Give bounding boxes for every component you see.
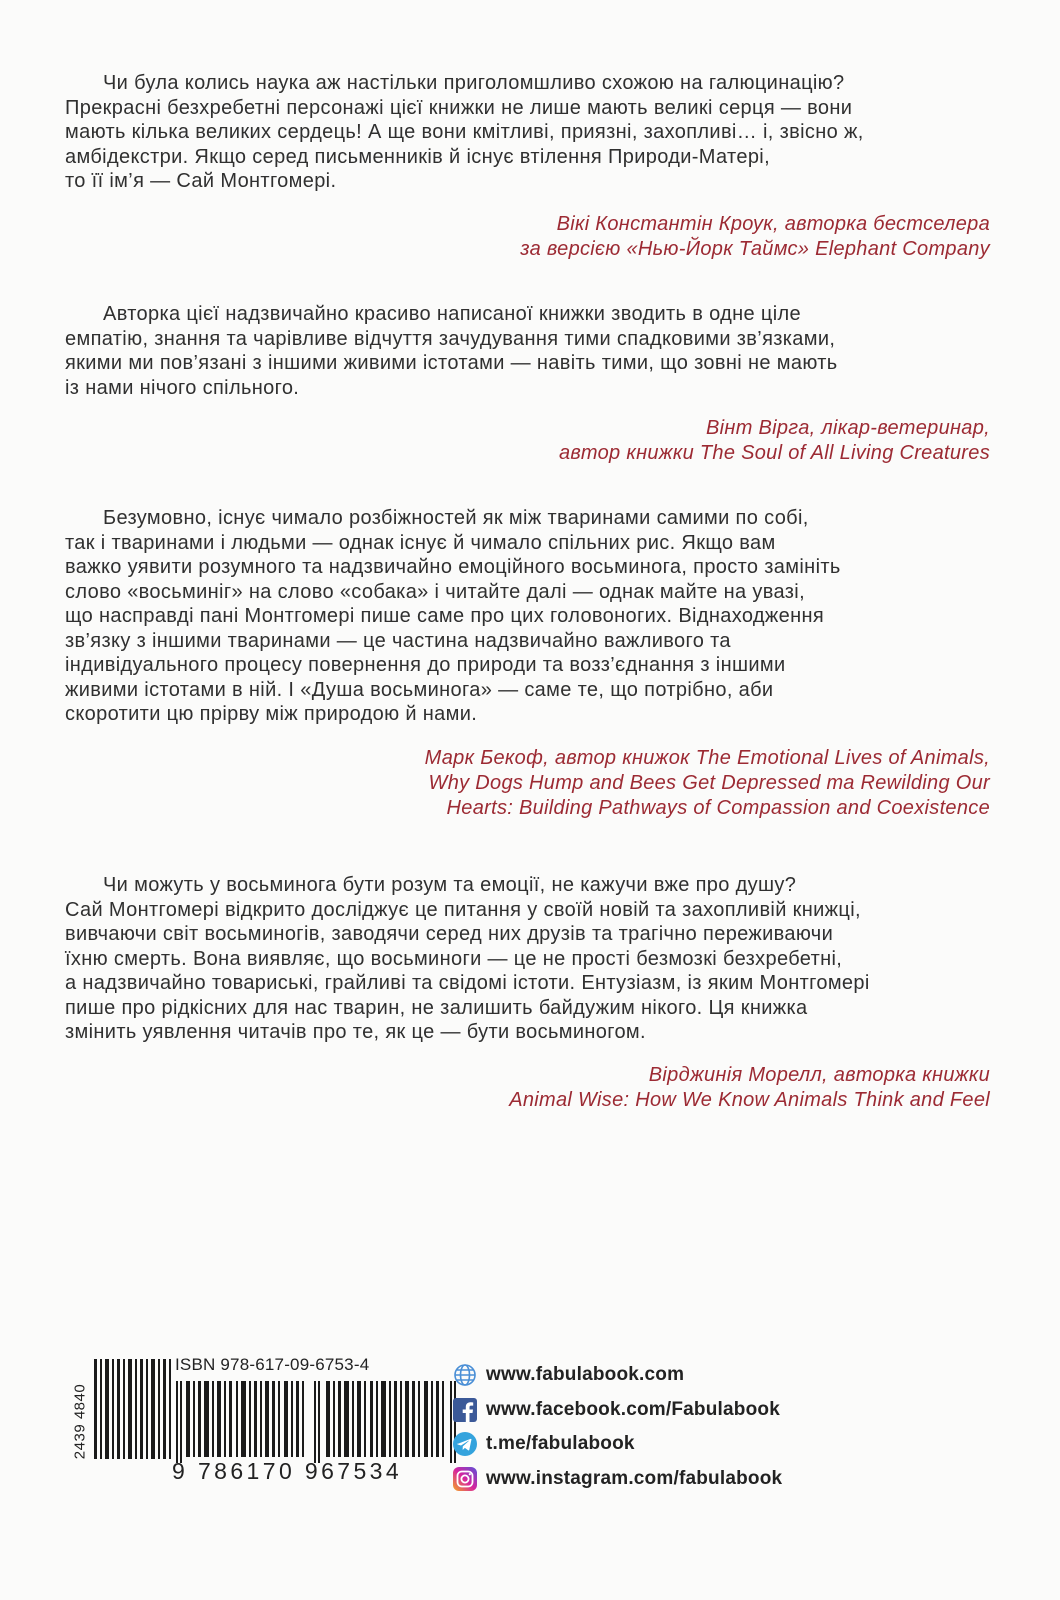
quote-line: Прекрасні безхребетні персонажі цієї книжки не лише мають великі серця — вони <box>65 96 853 119</box>
quote-line: скоротити цю прірву між природою й нами. <box>65 703 478 725</box>
quote-line: змінить уявлення читачів про те, як це — бути восьминогом. <box>65 1021 646 1043</box>
quote-line: із нами нічого спільного. <box>65 376 300 399</box>
quote-4-text <box>65 873 1005 1045</box>
contact-links <box>452 1358 782 1496</box>
link-telegram[interactable] <box>452 1427 782 1462</box>
link-instagram[interactable] <box>452 1462 782 1497</box>
quote-line: Чи можуть у восьминога бути розум та емоції, не кажучи вже про душу? <box>103 874 797 896</box>
barcode-side-digits: 2439 4840 <box>71 1383 89 1460</box>
attribution-line: за версією «Нью-Йорк Таймс» Elephant Company <box>520 238 990 260</box>
telegram-icon <box>452 1431 478 1457</box>
quote-line: що насправді пані Монтгомері пише саме про цих головоногих. Віднаходження <box>65 605 825 627</box>
quote-line: зв’язку з іншими тваринами — це частина надзвичайно важливого та <box>65 629 731 652</box>
attribution-line: автор книжки The Soul of All Living Creatures <box>558 442 990 464</box>
quote-line: вивчаючи світ восьминогів, заводячи серед них друзів та трагічно переживаючи <box>65 923 834 945</box>
attribution-line: Вірджинія Морелл, авторка книжки <box>648 1064 990 1086</box>
quote-3-text <box>65 506 1005 727</box>
quote-line: важко уявити розумного та надзвичайно емоційного восьминога, просто замініть <box>65 556 841 578</box>
barcode-side-code <box>72 1363 88 1481</box>
quote-line: Чи була колись наука аж настільки приголомшливо схожою на галюцинацію? <box>103 72 845 94</box>
attribution-line: Why Dogs Hump and Bees Get Depressed та Rewilding Our <box>428 772 990 794</box>
quote-line: амбідекстри. Якщо серед письменників й існує втілення Природи-Матері, <box>65 145 770 168</box>
attribution-line: Марк Бекоф, автор книжок The Emotional Lives of Animals, <box>424 747 990 769</box>
quote-3-attribution <box>425 746 990 821</box>
quote-line: то її ім’я — Сай Монтгомері. <box>65 170 337 192</box>
quote-1-attribution <box>520 212 990 262</box>
quote-line: а надзвичайно товариські, грайливі та свідомі істоти. Ентузіазм, із яким Монтгомері <box>65 972 870 994</box>
link-website[interactable] <box>452 1358 782 1393</box>
globe-icon <box>452 1362 478 1388</box>
link-website-text[interactable]: www.fabulabook.com <box>486 1364 685 1386</box>
quote-line: пише про рідкісних для нас тварин, не залишить байдужим нікого. Ця книжка <box>65 996 808 1019</box>
attribution-line: Вікі Константін Кроук, авторка бестселера <box>556 213 990 235</box>
quote-1-text <box>65 71 1005 194</box>
quote-line: Авторка цієї надзвичайно красиво написаної книжки зводить в одне ціле <box>103 303 802 325</box>
link-telegram-text[interactable]: t.me/fabulabook <box>486 1433 635 1455</box>
barcode <box>71 1355 403 1485</box>
link-facebook-text[interactable]: www.facebook.com/Fabulabook <box>486 1398 780 1420</box>
link-instagram-text[interactable]: www.instagram.com/fabulabook <box>486 1467 783 1489</box>
quote-line: емпатію, знання та чарівливе відчуття зачудування тими спадковими зв’язками, <box>65 327 836 350</box>
attribution-line: Animal Wise: How We Know Animals Think and Feel <box>509 1089 990 1111</box>
quote-line: слово «восьминіг» на слово «собака» і читайте далі — однак майте на увазі, <box>65 580 805 603</box>
quote-line: живими істотами в ній. І «Душа восьминога» — саме те, що потрібно, аби <box>65 678 774 701</box>
barcode-bars <box>176 1381 466 1463</box>
facebook-icon <box>452 1397 478 1423</box>
barcode-digits: 9 786170 967534 <box>172 1458 403 1484</box>
quote-line: індивідуального процесу повернення до природи та возз’єднання з іншими <box>65 654 786 676</box>
quote-line: так і тваринами і людьми — однак існує й чимало спільних рис. Якщо вам <box>65 531 776 554</box>
quote-4-attribution <box>509 1063 990 1113</box>
quote-line: якими ми пов’язані з іншими живими істотами — навіть тими, що зовні не мають <box>65 352 838 374</box>
quote-line: Безумовно, існує чимало розбіжностей як між тваринами самими по собі, <box>103 507 809 529</box>
instagram-icon <box>452 1466 478 1492</box>
attribution-line: Hearts: Building Pathways of Compassion and Coexistence <box>446 797 990 819</box>
quote-2-text <box>65 302 1005 400</box>
link-facebook[interactable] <box>452 1393 782 1428</box>
isbn-label: ISBN 978-617-09-6753-4 <box>175 1355 370 1374</box>
quote-2-attribution <box>559 416 990 466</box>
attribution-line: Вінт Вірга, лікар-ветеринар, <box>706 417 990 439</box>
quote-line: їхню смерть. Вона виявляє, що восьминоги — це не прості безмозкі безхребетні, <box>65 947 843 970</box>
quote-line: Сай Монтгомері відкрито досліджує це питання у своїй новій та захопливій книжці, <box>65 898 861 921</box>
quote-line: мають кілька великих сердець! А ще вони кмітливі, приязні, захопливі… і, звісно ж, <box>65 121 864 143</box>
